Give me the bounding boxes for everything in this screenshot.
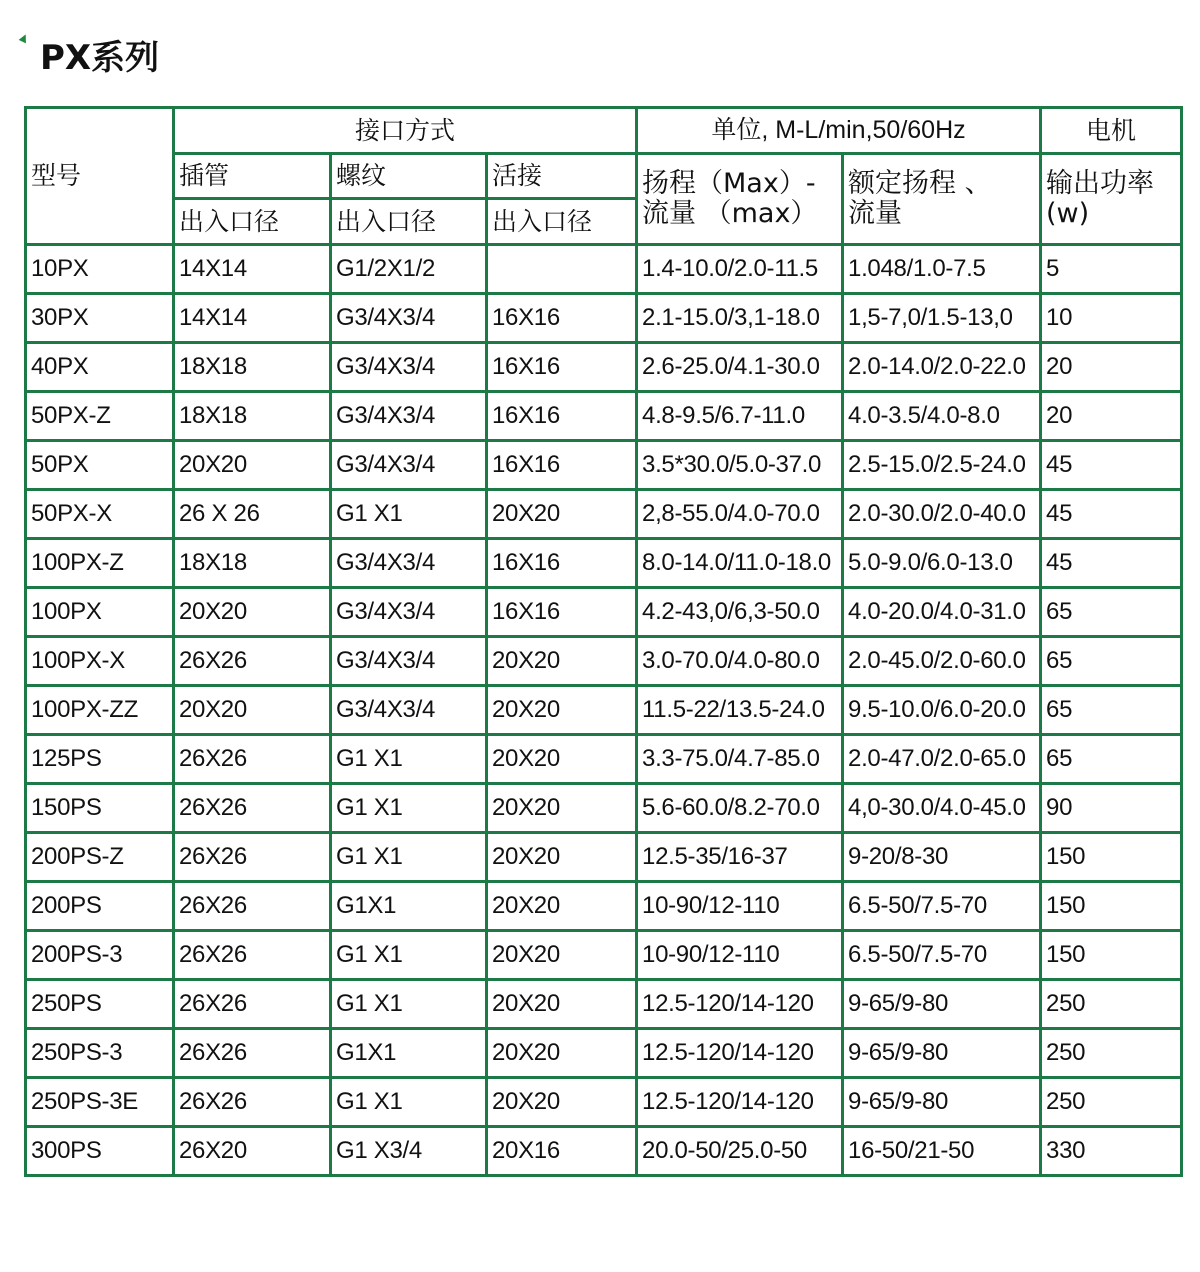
cell-output-power: 65 [1041, 637, 1182, 686]
cell-rated-head-flow: 2.0-30.0/2.0-40.0 [843, 490, 1041, 539]
cell-thread-size: G3/4X3/4 [331, 637, 487, 686]
table-row [26, 539, 1182, 588]
table-row [26, 980, 1182, 1029]
cell-insert-pipe-size: 26X26 [174, 637, 331, 686]
cell-union-size: 20X20 [487, 735, 637, 784]
cell-thread-size: G1 X1 [331, 735, 487, 784]
cell-model: 200PS [26, 882, 174, 931]
table-row [26, 833, 1182, 882]
cell-model: 50PX-X [26, 490, 174, 539]
cell-union-size: 20X20 [487, 931, 637, 980]
cell-output-power: 45 [1041, 539, 1182, 588]
cell-insert-pipe-size: 20X20 [174, 588, 331, 637]
cell-insert-pipe-size: 26X26 [174, 882, 331, 931]
table-row [26, 882, 1182, 931]
header-connection-group: 接口方式 [174, 108, 637, 154]
cell-max-head-flow: 2,8-55.0/4.0-70.0 [637, 490, 843, 539]
cell-rated-head-flow: 1,5-7,0/1.5-13,0 [843, 294, 1041, 343]
cell-output-power: 20 [1041, 392, 1182, 441]
cell-max-head-flow: 20.0-50/25.0-50 [637, 1127, 843, 1176]
cell-rated-head-flow: 9-65/9-80 [843, 980, 1041, 1029]
cell-rated-head-flow: 9-65/9-80 [843, 1029, 1041, 1078]
table-row [26, 637, 1182, 686]
cell-output-power: 90 [1041, 784, 1182, 833]
cell-union-size: 20X20 [487, 980, 637, 1029]
header-thread: 螺纹 [331, 154, 487, 199]
cell-thread-size: G1 X1 [331, 931, 487, 980]
cell-insert-pipe-size: 26X26 [174, 784, 331, 833]
cell-thread-size: G1 X1 [331, 784, 487, 833]
cell-insert-pipe-size: 14X14 [174, 294, 331, 343]
cell-insert-pipe-size: 20X20 [174, 686, 331, 735]
cell-union-size: 20X20 [487, 882, 637, 931]
cell-thread-size: G3/4X3/4 [331, 441, 487, 490]
cell-thread-size: G3/4X3/4 [331, 686, 487, 735]
header-motor-group: 电机 [1041, 108, 1182, 154]
cell-thread-size: G1 X3/4 [331, 1127, 487, 1176]
cell-max-head-flow: 10-90/12-110 [637, 882, 843, 931]
cell-union-size: 20X16 [487, 1127, 637, 1176]
cell-max-head-flow: 12.5-120/14-120 [637, 980, 843, 1029]
cell-output-power: 65 [1041, 686, 1182, 735]
cell-rated-head-flow: 6.5-50/7.5-70 [843, 931, 1041, 980]
cell-union-size: 16X16 [487, 392, 637, 441]
cell-max-head-flow: 2.6-25.0/4.1-30.0 [637, 343, 843, 392]
cell-max-head-flow: 10-90/12-110 [637, 931, 843, 980]
cell-output-power: 150 [1041, 931, 1182, 980]
cell-rated-head-flow: 2.0-14.0/2.0-22.0 [843, 343, 1041, 392]
cell-output-power: 330 [1041, 1127, 1182, 1176]
cell-thread-size: G1 X1 [331, 833, 487, 882]
table-row [26, 735, 1182, 784]
cell-output-power: 150 [1041, 833, 1182, 882]
cell-max-head-flow: 3.5*30.0/5.0-37.0 [637, 441, 843, 490]
cell-output-power: 20 [1041, 343, 1182, 392]
cell-thread-size: G1X1 [331, 1029, 487, 1078]
spec-table [24, 106, 1183, 1177]
page-title: PX系列 [40, 38, 160, 78]
cell-rated-head-flow: 1.048/1.0-7.5 [843, 245, 1041, 294]
cell-rated-head-flow: 9.5-10.0/6.0-20.0 [843, 686, 1041, 735]
cell-union-size: 20X20 [487, 1029, 637, 1078]
cell-max-head-flow: 3.3-75.0/4.7-85.0 [637, 735, 843, 784]
cell-thread-size: G1 X1 [331, 980, 487, 1029]
cell-model: 30PX [26, 294, 174, 343]
cell-union-size: 20X20 [487, 833, 637, 882]
cell-output-power: 45 [1041, 490, 1182, 539]
cell-rated-head-flow: 2.0-45.0/2.0-60.0 [843, 637, 1041, 686]
cell-insert-pipe-size: 14X14 [174, 245, 331, 294]
cell-rated-head-flow: 9-20/8-30 [843, 833, 1041, 882]
table-row [26, 931, 1182, 980]
cell-insert-pipe-size: 26 X 26 [174, 490, 331, 539]
cell-thread-size: G3/4X3/4 [331, 588, 487, 637]
header-row-2 [26, 154, 1182, 199]
cell-thread-size: G3/4X3/4 [331, 392, 487, 441]
cell-output-power: 250 [1041, 980, 1182, 1029]
cell-union-size: 16X16 [487, 343, 637, 392]
table-row [26, 245, 1182, 294]
cell-model: 100PX-X [26, 637, 174, 686]
table-row [26, 1029, 1182, 1078]
header-max-head-line2: 流量 （max） [642, 198, 818, 229]
header-output-power [1041, 154, 1182, 245]
header-max-head-line1: 扬程（Max）- [642, 168, 816, 200]
cell-union-size: 20X20 [487, 637, 637, 686]
cell-model: 50PX [26, 441, 174, 490]
cell-rated-head-flow: 16-50/21-50 [843, 1127, 1041, 1176]
header-port-size-insert: 出入口径 [174, 199, 331, 245]
cell-model: 250PS-3E [26, 1078, 174, 1127]
cell-insert-pipe-size: 26X20 [174, 1127, 331, 1176]
cell-max-head-flow: 11.5-22/13.5-24.0 [637, 686, 843, 735]
corner-mark-icon [19, 33, 30, 44]
table-row [26, 343, 1182, 392]
header-model: 型号 [26, 108, 174, 245]
cell-max-head-flow: 8.0-14.0/11.0-18.0 [637, 539, 843, 588]
cell-output-power: 250 [1041, 1078, 1182, 1127]
header-union: 活接 [487, 154, 637, 199]
cell-max-head-flow: 12.5-35/16-37 [637, 833, 843, 882]
header-insert-pipe: 插管 [174, 154, 331, 199]
cell-insert-pipe-size: 26X26 [174, 931, 331, 980]
cell-max-head-flow: 12.5-120/14-120 [637, 1078, 843, 1127]
cell-model: 10PX [26, 245, 174, 294]
cell-union-size: 20X20 [487, 490, 637, 539]
spec-table-body [26, 108, 1182, 1176]
table-row [26, 588, 1182, 637]
cell-rated-head-flow: 4.0-3.5/4.0-8.0 [843, 392, 1041, 441]
cell-rated-head-flow: 2.0-47.0/2.0-65.0 [843, 735, 1041, 784]
cell-union-size: 16X16 [487, 294, 637, 343]
cell-union-size: 16X16 [487, 588, 637, 637]
cell-thread-size: G1 X1 [331, 490, 487, 539]
cell-output-power: 45 [1041, 441, 1182, 490]
cell-max-head-flow: 5.6-60.0/8.2-70.0 [637, 784, 843, 833]
cell-output-power: 65 [1041, 735, 1182, 784]
table-row [26, 392, 1182, 441]
header-port-size-union: 出入口径 [487, 199, 637, 245]
cell-union-size: 16X16 [487, 539, 637, 588]
cell-rated-head-flow: 4.0-20.0/4.0-31.0 [843, 588, 1041, 637]
cell-insert-pipe-size: 26X26 [174, 980, 331, 1029]
table-row [26, 1127, 1182, 1176]
cell-union-size: 20X20 [487, 1078, 637, 1127]
cell-union-size [487, 245, 637, 294]
cell-output-power: 150 [1041, 882, 1182, 931]
cell-insert-pipe-size: 18X18 [174, 343, 331, 392]
cell-thread-size: G1/2X1/2 [331, 245, 487, 294]
cell-model: 125PS [26, 735, 174, 784]
cell-thread-size: G1 X1 [331, 1078, 487, 1127]
cell-output-power: 250 [1041, 1029, 1182, 1078]
header-max-head-flow [637, 154, 843, 245]
cell-model: 50PX-Z [26, 392, 174, 441]
cell-thread-size: G3/4X3/4 [331, 343, 487, 392]
cell-insert-pipe-size: 26X26 [174, 1029, 331, 1078]
cell-union-size: 20X20 [487, 686, 637, 735]
cell-thread-size: G3/4X3/4 [331, 294, 487, 343]
cell-insert-pipe-size: 26X26 [174, 833, 331, 882]
cell-max-head-flow: 2.1-15.0/3,1-18.0 [637, 294, 843, 343]
cell-insert-pipe-size: 26X26 [174, 1078, 331, 1127]
cell-model: 100PX-Z [26, 539, 174, 588]
cell-model: 200PS-3 [26, 931, 174, 980]
cell-thread-size: G3/4X3/4 [331, 539, 487, 588]
table-row [26, 294, 1182, 343]
cell-rated-head-flow: 5.0-9.0/6.0-13.0 [843, 539, 1041, 588]
cell-max-head-flow: 3.0-70.0/4.0-80.0 [637, 637, 843, 686]
header-row-1 [26, 108, 1182, 154]
cell-model: 100PX [26, 588, 174, 637]
cell-rated-head-flow: 2.5-15.0/2.5-24.0 [843, 441, 1041, 490]
cell-max-head-flow: 1.4-10.0/2.0-11.5 [637, 245, 843, 294]
header-rated-head-line1: 额定扬程 、 [848, 168, 992, 200]
table-row [26, 490, 1182, 539]
cell-rated-head-flow: 6.5-50/7.5-70 [843, 882, 1041, 931]
cell-insert-pipe-size: 18X18 [174, 539, 331, 588]
cell-max-head-flow: 4.2-43,0/6,3-50.0 [637, 588, 843, 637]
cell-max-head-flow: 4.8-9.5/6.7-11.0 [637, 392, 843, 441]
cell-insert-pipe-size: 20X20 [174, 441, 331, 490]
header-output-power-line2: (w) [1046, 198, 1090, 229]
table-row [26, 686, 1182, 735]
cell-thread-size: G1X1 [331, 882, 487, 931]
cell-union-size: 16X16 [487, 441, 637, 490]
header-rated-head-line2: 流量 [848, 198, 903, 229]
cell-rated-head-flow: 9-65/9-80 [843, 1078, 1041, 1127]
cell-max-head-flow: 12.5-120/14-120 [637, 1029, 843, 1078]
cell-model: 200PS-Z [26, 833, 174, 882]
cell-output-power: 10 [1041, 294, 1182, 343]
cell-model: 250PS-3 [26, 1029, 174, 1078]
header-output-power-line1: 输出功率 [1046, 168, 1155, 200]
cell-model: 300PS [26, 1127, 174, 1176]
table-row [26, 441, 1182, 490]
cell-model: 150PS [26, 784, 174, 833]
table-row [26, 784, 1182, 833]
header-unit-group: 单位, M-L/min,50/60Hz [637, 108, 1041, 154]
cell-model: 40PX [26, 343, 174, 392]
cell-output-power: 5 [1041, 245, 1182, 294]
header-port-size-thread: 出入口径 [331, 199, 487, 245]
cell-rated-head-flow: 4,0-30.0/4.0-45.0 [843, 784, 1041, 833]
cell-union-size: 20X20 [487, 784, 637, 833]
cell-output-power: 65 [1041, 588, 1182, 637]
cell-insert-pipe-size: 18X18 [174, 392, 331, 441]
cell-model: 250PS [26, 980, 174, 1029]
header-rated-head-flow [843, 154, 1041, 245]
cell-model: 100PX-ZZ [26, 686, 174, 735]
table-row [26, 1078, 1182, 1127]
cell-insert-pipe-size: 26X26 [174, 735, 331, 784]
